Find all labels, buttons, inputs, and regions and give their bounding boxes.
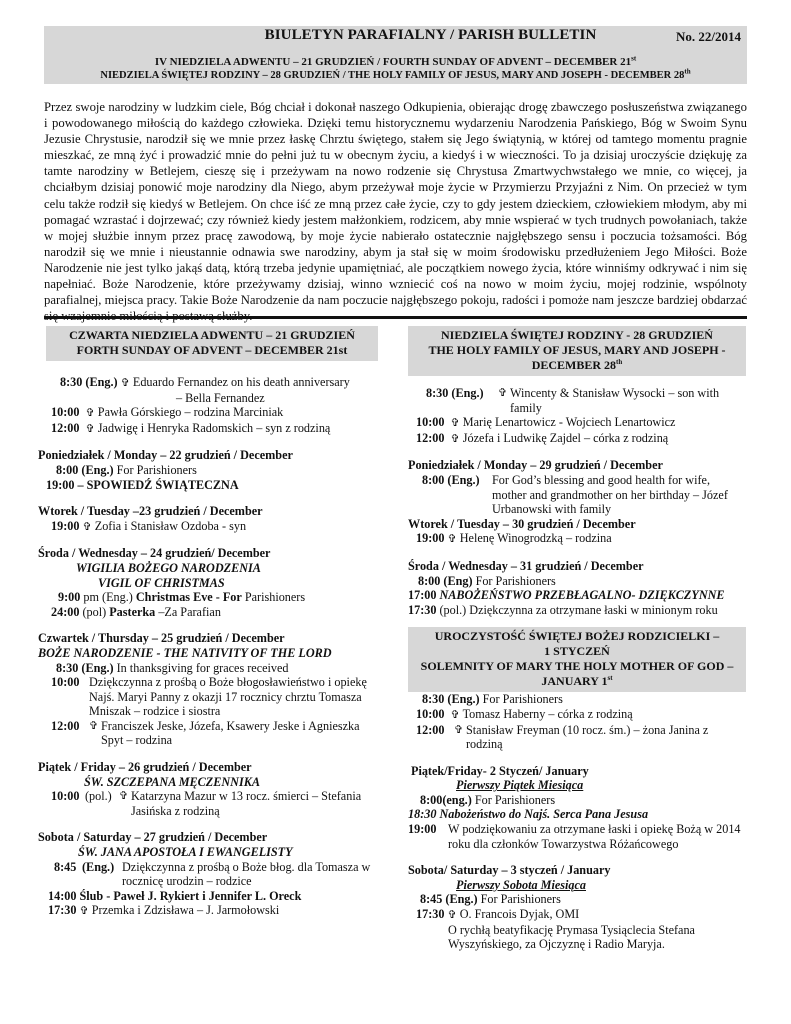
feast-title: Pierwszy Sobota Miesiąca (456, 877, 586, 892)
feast-title: ŚW. SZCZEPANA MĘCZENNIKA (84, 774, 260, 789)
right-column (408, 326, 748, 952)
mass-entry: 19:00 ✞ Helenę Winogrodzką – rodzina (416, 531, 612, 546)
cross-icon: ✞ (85, 407, 95, 420)
feast-title: WIGILIA BOŻEGO NARODZENIA (76, 560, 261, 575)
cross-icon: ✞ (450, 708, 460, 721)
mass-entry: 17:30 (pol.) Dziękczynna za otrzymane łaski w minionym roku (408, 602, 718, 617)
cross-icon: ✞ (82, 520, 92, 533)
wednesday-masses (38, 546, 385, 619)
feast-title: ŚW. JANA APOSTOŁA I EWANGELISTY (78, 845, 293, 860)
mass-entry: 12:00 ✞ Józefa i Ludwikę Zajdel – córka z rodziną (416, 430, 669, 445)
mass-entry: 19:00 – SPOWIEDŹ ŚWIĄTECZNA (46, 477, 239, 492)
holy-family-masses (408, 386, 748, 446)
mass-entry: 19:00 W podziękowaniu za otrzymane łaski i opiekę Bożą w 2014 roku dla członków Towarzystwa Różańcowego (408, 822, 741, 851)
mass-entry: 10:00 Dziękczynna z prośbą o Boże błogosławieństwo i opiekę Najś. Maryi Panny z okazji 17 rocznicy chrztu Tomasza Mniszak – rodzice i siostra (51, 675, 367, 719)
feast-title: VIGIL OF CHRISTMAS (98, 575, 225, 590)
day-heading: Poniedziałek / Monday – 22 grudzień / December (38, 448, 293, 463)
friday-masses (38, 760, 385, 818)
advent-sunday-masses (38, 375, 385, 436)
mass-entry: 18:30 Nabożeństwo do Najś. Serca Pana Jesusa (408, 807, 649, 822)
mass-entry: 17:30 ✞ Przemka i Zdzisława – J. Jarmołowski (48, 903, 280, 918)
tuesday-masses (38, 504, 385, 534)
mass-entry: 8:45 (Eng.) For Parishioners (420, 892, 561, 907)
cross-icon: ✞ (79, 905, 89, 918)
feast-title: BOŻE NARODZENIE - THE NATIVITY OF THE LORD (38, 645, 332, 660)
mass-entry-cont: O rychłą beatyfikację Prymasa Tysiąclecia Stefana Wyszyńskiego, za Ojczyznę i Radio Maryja. (448, 922, 695, 952)
thursday-masses (38, 631, 385, 748)
cross-icon: ✞ (454, 723, 464, 736)
cross-icon: ✞ (447, 533, 457, 546)
mass-entry: 8:45 (Eng.) Dziękczynna z prośbą o Boże błog. dla Tomasza w rocznicę urodzin – rodzice (54, 859, 371, 889)
mass-entry: 8:00(eng.) For Parishioners (420, 792, 556, 807)
mass-entry: 10:00 ✞ Pawła Górskiego – rodzina Marciniak (51, 405, 284, 420)
holy-family-heading-box: NIEDZIELA ŚWIĘTEJ RODZINY - 28 GRUDZIEŃ THE HOLY FAMILY OF JESUS, MARY AND JOSEPH - DECEMBER 28th (408, 326, 746, 376)
wednesday-masses-r (408, 559, 748, 617)
mass-entry: 9:00 pm (Eng.) Christmas Eve - For Parishioners (58, 590, 306, 605)
mass-entry: 8:30 (Eng.) For Parishioners (422, 692, 563, 707)
mass-entry: 10:00 (pol.) ✞ Katarzyna Mazur w 13 rocz. śmierci – Stefania Jasińska z rodziną (51, 789, 362, 818)
bulletin-header (44, 26, 747, 84)
day-heading: Czwartek / Thursday – 25 grudzień / December (38, 631, 285, 646)
advent-sunday-heading-box: CZWARTA NIEDZIELA ADWENTU – 21 GRUDZIEŃ FORTH SUNDAY OF ADVENT – DECEMBER 21st (46, 326, 378, 361)
feast-title: Pierwszy Piątek Miesiąca (456, 778, 584, 793)
mass-entry: 8:00 (Eng.) For Parishioners (56, 462, 197, 477)
friday-masses-r (408, 764, 748, 852)
mass-entry: 8:30 (Eng.) In thanksgiving for graces received (56, 660, 289, 675)
header-subtitle-holy-family: NIEDZIELA ŚWIĘTEJ RODZINY – 28 GRUDZIEŃ / THE HOLY FAMILY OF JESUS, MARY AND JOSEPH - DECEMBER 28th (100, 67, 691, 81)
mass-entry: 17:00 NABOŻEŃSTWO PRZEBŁAGALNO- DZIĘKCZYNNE (408, 588, 725, 603)
day-heading: Wtorek / Tuesday –23 grudzień / December (38, 504, 263, 519)
saturday-masses (38, 830, 385, 919)
monday-masses (38, 448, 385, 492)
saturday-masses-r (408, 863, 748, 952)
cross-icon: ✞ (120, 377, 130, 389)
mass-entry: 10:00 ✞ Marię Lenartowicz - Wojciech Lenartowicz (416, 415, 676, 430)
day-heading: Poniedziałek / Monday – 29 grudzień / December (408, 458, 663, 473)
mass-entry: 12:00 ✞ Franciszek Jeske, Józefa, Ksawery Jeske i Agnieszka Spyt – rodzina (51, 718, 360, 748)
mass-entry: 19:00 ✞ Zofia i Stanisław Ozdoba - syn (51, 518, 247, 533)
cross-icon: ✞ (498, 387, 508, 399)
bulletin-number: No. 22/2014 (676, 29, 741, 44)
jan1-masses (408, 692, 748, 751)
day-heading: Sobota / Saturday – 27 grudzień / December (38, 830, 268, 845)
cross-icon: ✞ (89, 719, 99, 732)
cross-icon: ✞ (450, 432, 460, 445)
day-heading: Środa / Wednesday – 31 grudzień / December (408, 558, 644, 573)
day-heading: Piątek / Friday – 26 grudzień / December (38, 760, 252, 775)
mass-entry: 12:00 ✞ Stanisław Freyman (10 rocz. śm.) – żona Janina z rodziną (416, 722, 709, 752)
mass-entry: 8:30 (Eng.) ✞ Wincenty & Stanisław Wysocki – son with family (426, 386, 720, 415)
mass-entry: 8:00 (Eng.) For God’s blessing and good health for wife, mother and grandmother on her birthday – Józef Urbanowski with family (422, 472, 728, 517)
mother-of-god-heading-box: UROCZYSTOŚĆ ŚWIĘTEJ BOŻEJ RODZICIELKI – 1 STYCZEŃ SOLEMNITY OF MARY THE HOLY MOTHER OF GOD – JANUARY 1st (408, 627, 746, 692)
mass-entry-cont: – Bella Fernandez (176, 390, 265, 405)
mass-entry: 17:30 ✞ O. Francois Dyjak, OMI (416, 907, 580, 922)
mass-entry: 12:00 ✞ Jadwigę i Henryka Radomskich – syn z rodziną (51, 420, 331, 435)
mass-entry: 24:00 (pol) Pasterka –Za Parafian (51, 604, 221, 619)
cross-icon: ✞ (447, 909, 457, 922)
mass-entry: 8:30 (Eng.) ✞ Eduardo Fernandez on his death anniversary (60, 375, 350, 389)
mass-entry: 10:00 ✞ Tomasz Haberny – córka z rodziną (416, 706, 633, 721)
mass-entry: 14:00 Ślub - Paweł J. Rykiert i Jennifer L. Oreck (48, 888, 302, 903)
header-subtitle-advent: IV NIEDZIELA ADWENTU – 21 GRUDZIEŃ / FOURTH SUNDAY OF ADVENT – DECEMBER 21st (154, 54, 637, 68)
cross-icon: ✞ (119, 790, 129, 803)
left-column (38, 326, 385, 919)
cross-icon: ✞ (85, 422, 95, 435)
mass-entry: 8:00 (Eng) For Parishioners (418, 573, 556, 588)
cross-icon: ✞ (450, 417, 460, 430)
day-heading: Środa / Wednesday – 24 grudzień/ December (38, 546, 271, 561)
day-heading: Sobota/ Saturday – 3 styczeń / January (408, 863, 611, 878)
day-heading: Wtorek / Tuesday – 30 grudzień / December (408, 516, 636, 531)
monday-masses-r (408, 458, 748, 547)
divider-rule (44, 316, 747, 319)
intro-paragraph: Przez swoje narodziny w ludzkim ciele, Bóg chciał i dokonał naszego Odkupienia, obierając drogę zbawczego posłuszeństwa związanego i powodowanego miłością do każdego człowieka. Dzięki temu historycznemu wydarzeniu Narodzenia Pańskiego, Bóg w Swoim Synu Jezusie Chrystusie, narodził się we mnie przez łaskę Chrztu świętego, stałem się Jego świątynią, w której od tamtego momentu pragnie mieszkać, ze mną żyć i prowadzić mnie do pełni już tu w obecnym życiu, a kiedyś i w wieczności. To ja dzisiaj uroczyście dziękuję za tamte narodziny w Betlejem, cieszę się i przeżywam na nowo rodzenie się Chrystusa Zmartwychwstałego we mnie, co więcej, ja chciałbym dzisiaj ponowić moje narodziny dla Niego, abym przeżywał moje życie w Przymierzu Przyjaźni z Nim. On przecież w tym celu także rodził się kiedyś w Betlejem. On chce iść ze mną przez całe życie, czy to gdy jestem dzieckiem, człowiekiem młodym, aby mi pomagać wzrastać i dojrzewać; czy również kiedy jestem małżonkiem, rodzicem, aby mnie wspierać w tych trudnych powołaniach, także w mojej służbie innym przez pracę zawodową, by moje życie nabierało ostatecznie najgłębszego sensu i poczucia tożsamości. Bóg narodził się we mnie i nieustannie odnawia swe narodziny, abym ja stał się w moim środowisku przedłużeniem Jego Miłości. Boże Narodzenie nie jest tylko jakąś datą, którą trzeba jedynie upamiętniać, ale początkiem nowego życia, które winniśmy odkrywać i nim się napełniać. Boże Narodzenie, które przeżywamy dzisiaj, winno wzniecić coś na nowo w moim życiu, mojej rodzinie, wspólnoty parafialnej, miejsca pracy. Takie Boże Narodzenie da nam poczucie najgłębszego pokoju, radości i pomoże nam jeszcze bardziej obdarzać (44, 100, 747, 308)
day-heading: Piątek/Friday- 2 Styczeń/ January (411, 763, 589, 778)
bulletin-title: BIULETYN PARAFIALNY / PARISH BULLETIN (264, 27, 597, 43)
